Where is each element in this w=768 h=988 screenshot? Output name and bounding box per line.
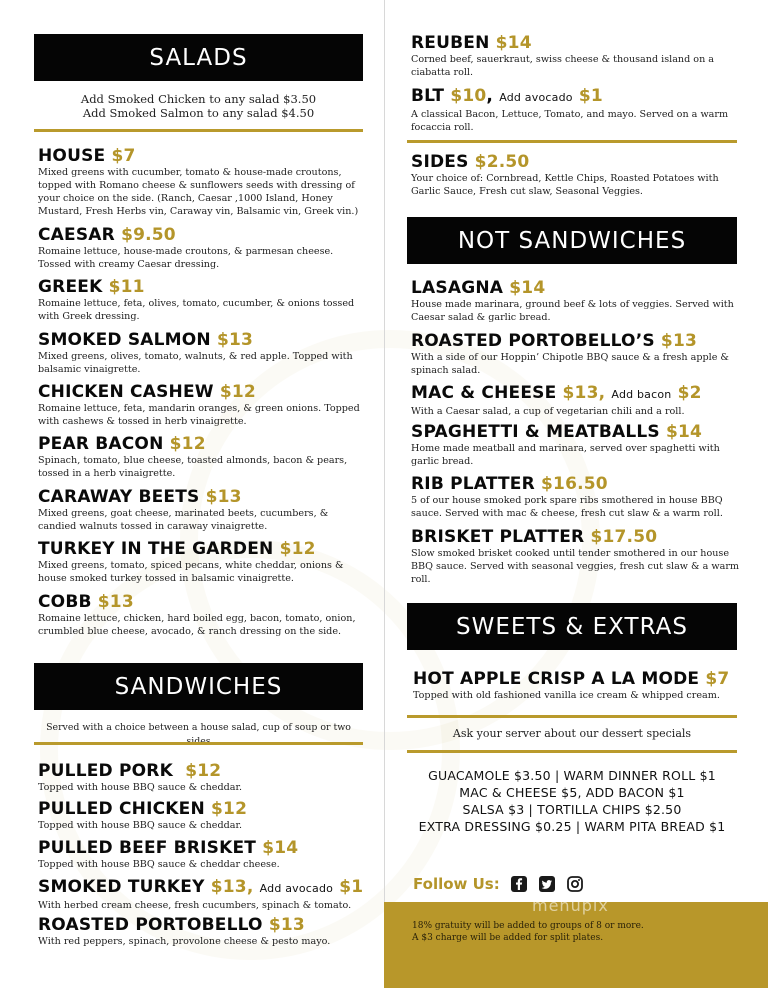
item-description: With a Caesar salad, a cup of vegetarian chili and a roll. xyxy=(411,406,685,417)
split-plate-note: A $3 charge will be added for split plates. xyxy=(412,933,604,943)
menu-item-spaghetti-and-meatballs xyxy=(411,422,741,468)
item-price: $12 xyxy=(211,799,248,819)
item-description: Spinach, tomato, blue cheese, toasted almonds, bacon & pears, tossed in a herb vinaigrette. xyxy=(38,455,348,479)
item-description: Romaine lettuce, house-made croutons, & parmesan cheese. Tossed with creamy Caesar dressing. xyxy=(38,246,334,270)
menu-item-chicken-cashew xyxy=(38,382,363,428)
item-name: CHICKEN CASHEW xyxy=(38,382,214,402)
extras-line: SALSA $3 | TORTILLA CHIPS $2.50 xyxy=(462,802,682,817)
item-price: $13 xyxy=(205,487,242,507)
menu-item-pulled-chicken xyxy=(38,799,363,832)
item-name: HOUSE xyxy=(38,146,106,166)
salads-note-line: Add Smoked Chicken to any salad $3.50 xyxy=(80,92,317,106)
footer-text xyxy=(412,920,644,944)
menu-item-rib-platter xyxy=(411,474,741,520)
item-addon-price: $1 xyxy=(578,86,603,106)
item-price: $7 xyxy=(111,146,136,166)
item-description: Romaine lettuce, feta, mandarin oranges, & green onions. Topped with cashews & tossed in herb vinaigrette. xyxy=(38,403,360,427)
menu-item-turkey-in-the-garden xyxy=(38,539,363,585)
item-name: PULLED BEEF BRISKET xyxy=(38,838,257,858)
item-description: 5 of our house smoked pork spare ribs smothered in house BBQ sauce. Served with mac & cheese, fresh cut slaw & a warm roll. xyxy=(411,495,723,519)
menu-item-cobb xyxy=(38,592,363,638)
item-description: Mixed greens, tomato, spiced pecans, white cheddar, onions & house smoked turkey tossed in balsamic vinaigrette. xyxy=(38,560,344,584)
item-name: PEAR BACON xyxy=(38,434,164,454)
sweets-heading: SWEETS & EXTRAS xyxy=(407,603,737,650)
extras-list xyxy=(399,767,745,835)
divider xyxy=(34,742,363,745)
item-description: Your choice of: Cornbread, Kettle Chips, Roasted Potatoes with Garlic Sauce, Fresh cut slaw, Seasonal Veggies. xyxy=(411,173,719,197)
item-price: $2.50 xyxy=(474,152,530,172)
sandwiches-heading: SANDWICHES xyxy=(34,663,363,710)
item-addon-price: $1 xyxy=(339,877,364,897)
item-price: $13 xyxy=(216,330,254,350)
item-name: SPAGHETTI & MEATBALLS xyxy=(411,422,660,442)
gratuity-note: 18% gratuity will be added to groups of 8 or more. xyxy=(412,921,644,931)
follow-us-label: Follow Us: xyxy=(413,875,500,893)
item-price: $12 xyxy=(185,761,222,781)
item-addon: Add bacon xyxy=(611,388,672,401)
menu-item-greek xyxy=(38,277,363,323)
item-description: Romaine lettuce, feta, olives, tomato, cucumber, & onions tossed with Greek dressing. xyxy=(38,298,355,322)
item-name: SIDES xyxy=(411,152,469,172)
item-description: Mixed greens, goat cheese, marinated beets, cucumbers, & candied walnuts tossed in caraway vinaigrette. xyxy=(38,508,329,532)
item-name: LASAGNA xyxy=(411,278,504,298)
item-price: $11 xyxy=(108,277,145,297)
item-description: Mixed greens, olives, tomato, walnuts, & red apple. Topped with balsamic vinaigrette. xyxy=(38,351,353,375)
item-name: RIB PLATTER xyxy=(411,474,535,494)
item-price: $13 xyxy=(97,592,134,612)
item-name: CARAWAY BEETS xyxy=(38,487,200,507)
extras-line: GUACAMOLE $3.50 | WARM DINNER ROLL $1 xyxy=(428,768,716,783)
item-addon: Add avocado xyxy=(259,882,334,895)
item-price: $12 xyxy=(279,539,316,559)
item-description: Slow smoked brisket cooked until tender smothered in our house BBQ sauce. Served with seasonal veggies, fresh cut slaw & a warm roll. xyxy=(411,548,740,585)
item-name: CAESAR xyxy=(38,225,115,245)
item-name: SMOKED SALMON xyxy=(38,330,211,350)
facebook-icon[interactable] xyxy=(510,875,528,893)
item-description: House made marinara, ground beef & lots of veggies. Served with Caesar salad & garlic bread. xyxy=(411,299,734,323)
item-separator: , xyxy=(486,86,494,106)
item-description: Home made meatball and marinara, served over spaghetti with garlic bread. xyxy=(411,443,720,467)
menu-item-pulled-pork xyxy=(38,761,363,794)
divider xyxy=(407,750,737,753)
not-sandwiches-heading: NOT SANDWICHES xyxy=(407,217,737,264)
item-name: BLT xyxy=(411,86,445,106)
menu-item-sides xyxy=(411,152,741,198)
instagram-icon[interactable] xyxy=(566,875,584,893)
menu-item-roasted-portobellos xyxy=(411,331,741,377)
item-name: HOT APPLE CRISP A LA MODE xyxy=(413,669,700,689)
menu-item-hot-apple-crisp xyxy=(413,669,743,702)
twitter-icon[interactable] xyxy=(538,875,556,893)
right-column xyxy=(384,0,768,988)
menu-item-lasagna xyxy=(411,278,741,324)
item-price: $10 xyxy=(450,86,487,106)
watermark-logo: menupix xyxy=(532,896,609,915)
item-name: ROASTED PORTOBELLO xyxy=(38,915,263,935)
item-description: With herbed cream cheese, fresh cucumbers, spinach & tomato. xyxy=(38,900,352,911)
item-name: REUBEN xyxy=(411,33,490,53)
item-price: $16.50 xyxy=(541,474,608,494)
item-description: A classical Bacon, Lettuce, Tomato, and mayo. Served on a warm focaccia roll. xyxy=(411,109,729,133)
item-addon-price: $2 xyxy=(677,383,702,403)
item-price: $14 xyxy=(509,278,546,298)
menu-item-smoked-turkey xyxy=(38,877,363,912)
menu-item-caesar xyxy=(38,225,363,271)
menu-item-mac-and-cheese xyxy=(411,383,741,418)
menu-item-brisket-platter xyxy=(411,527,741,586)
divider xyxy=(34,129,363,132)
item-price: $14 xyxy=(495,33,532,53)
item-addon: Add avocado xyxy=(499,91,573,104)
item-name: GREEK xyxy=(38,277,103,297)
menu-item-roasted-portobello xyxy=(38,915,363,948)
item-name: SMOKED TURKEY xyxy=(38,877,205,897)
item-name: ROASTED PORTOBELLO’S xyxy=(411,331,655,351)
item-price: $13, xyxy=(562,383,606,403)
extras-line: EXTRA DRESSING $0.25 | WARM PITA BREAD $1 xyxy=(418,819,726,834)
divider xyxy=(407,715,737,718)
item-name: COBB xyxy=(38,592,92,612)
social-links xyxy=(413,875,584,893)
dessert-specials-note: Ask your server about our dessert specials xyxy=(452,727,692,740)
item-name: PULLED PORK xyxy=(38,761,173,781)
item-description: Corned beef, sauerkraut, swiss cheese & thousand island on a ciabatta roll. xyxy=(411,54,715,78)
menu-item-pear-bacon xyxy=(38,434,363,480)
item-name: TURKEY IN THE GARDEN xyxy=(38,539,274,559)
item-price: $14 xyxy=(262,838,299,858)
item-name: MAC & CHEESE xyxy=(411,383,557,403)
extras-line: MAC & CHEESE $5, ADD BACON $1 xyxy=(459,785,685,800)
item-price: $9.50 xyxy=(121,225,176,245)
footer-band xyxy=(384,896,768,988)
item-description: Romaine lettuce, chicken, hard boiled egg, bacon, tomato, onion, crumbled blue cheese, avocado, & ranch dressing on the side. xyxy=(38,613,356,637)
menu-item-blt xyxy=(411,86,741,134)
menu-item-caraway-beets xyxy=(38,487,363,533)
item-description: Topped with house BBQ sauce & cheddar cheese. xyxy=(38,859,280,870)
menu-item-smoked-salmon xyxy=(38,330,363,376)
item-description: Mixed greens with cucumber, tomato & house-made croutons, topped with Romano cheese & sunflowers seeds with dressing of your choice on the side. (Ranch, Caesar ,1000 Island, Honey Mustard, Fresh Herbs vin, Caraway vin, Balsamic vin, Greek vin.) xyxy=(38,167,359,217)
item-price: $14 xyxy=(665,422,703,442)
salads-addon-note xyxy=(34,92,363,120)
menu-item-house xyxy=(38,146,363,218)
item-description: Topped with house BBQ sauce & cheddar. xyxy=(38,820,243,831)
divider xyxy=(407,140,737,143)
item-name: PULLED CHICKEN xyxy=(38,799,205,819)
item-price: $12 xyxy=(219,382,256,402)
menu-item-reuben xyxy=(411,33,741,79)
item-price: $13, xyxy=(210,877,254,897)
item-price: $7 xyxy=(705,669,730,689)
salads-heading: SALADS xyxy=(34,34,363,81)
item-price: $17.50 xyxy=(590,527,658,547)
item-price: $12 xyxy=(169,434,206,454)
item-name: BRISKET PLATTER xyxy=(411,527,585,547)
sandwiches-note: Served with a choice between a house salad, cup of soup or two xyxy=(46,722,351,733)
item-price: $13 xyxy=(268,915,305,935)
salads-note-line: Add Smoked Salmon to any salad $4.50 xyxy=(82,106,315,120)
item-description: With a side of our Hoppin’ Chipotle BBQ sauce & a fresh apple & spinach salad. xyxy=(411,352,729,376)
item-price: $13 xyxy=(660,331,698,351)
item-description: With red peppers, spinach, provolone cheese & pesto mayo. xyxy=(38,936,331,947)
item-description: Topped with old fashioned vanilla ice cream & whipped cream. xyxy=(413,690,720,701)
menu-item-pulled-beef-brisket xyxy=(38,838,363,871)
item-description: Topped with house BBQ sauce & cheddar. xyxy=(38,782,243,793)
